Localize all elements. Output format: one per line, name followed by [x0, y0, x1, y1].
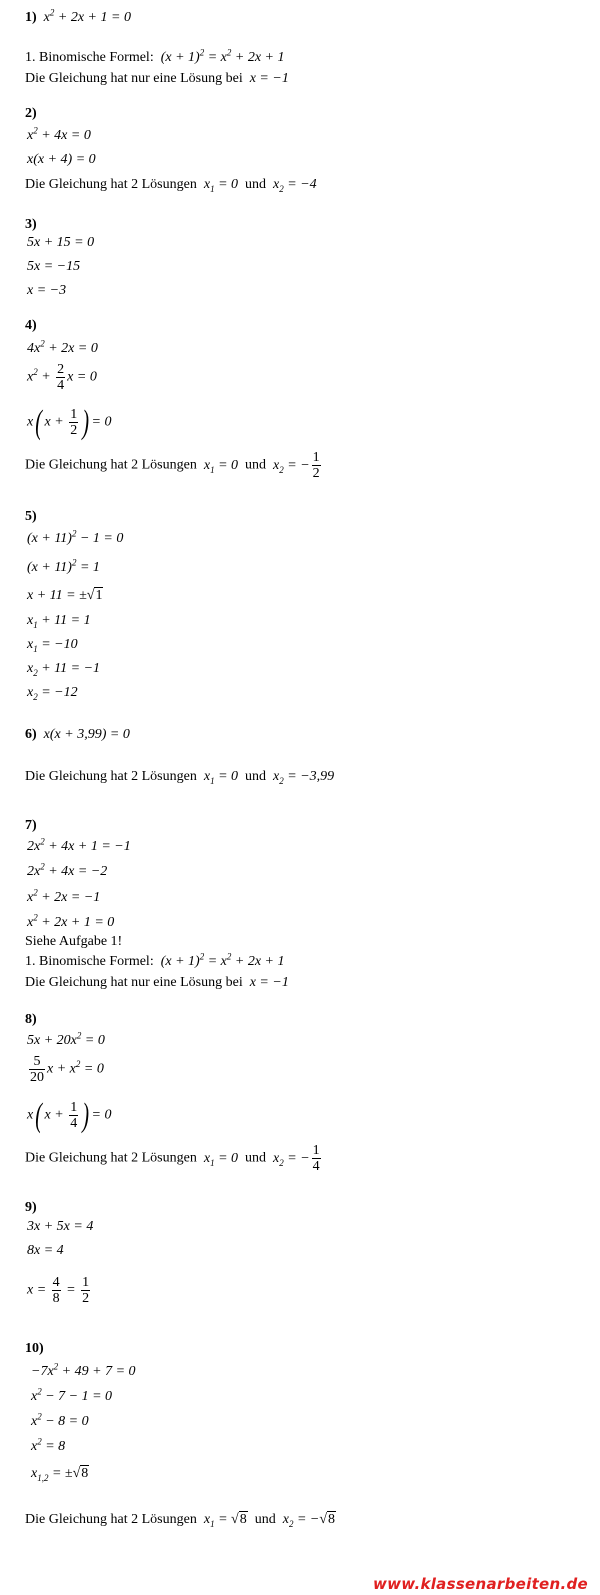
task-8-line: x( x + $\frac{1}{4}$ ) = 0 [27, 1096, 112, 1134]
task-3-line: 5x + 15 = 0 [27, 235, 95, 250]
task-8-answer: Die Gleichung hat 2 Lösungen $x_1 = 0$ und $x_2$ = − $\frac{1}{4}$ [25, 1143, 320, 1174]
task-7-line: $2x^2 + 4x = -2$ [27, 861, 108, 879]
task-3-heading: 3) [25, 217, 37, 232]
task-6-heading: 6) x(x + 3,99) = 0 [25, 727, 130, 742]
task-9-heading: 9) [25, 1200, 37, 1215]
site-watermark: www.klassenarbeiten.de [372, 1575, 588, 1593]
task-10-line: $x^2 - 7 - 1 = 0$ [31, 1386, 113, 1404]
task-3-line: x = −3 [27, 283, 67, 298]
task-10-line: $x_{1,2} = \pm√8$ [31, 1466, 89, 1483]
task-7-line: $x^2 + 2x = -1$ [27, 887, 101, 905]
task-7-note: Siehe Aufgabe 1! [25, 934, 123, 949]
task-5-line: $(x + 11)^2 - 1 = 0$ [27, 528, 124, 546]
task-5-line: $x_2 + 11 = -1$ [27, 661, 101, 678]
task-6-answer: Die Gleichung hat 2 Lösungen $x_1 = 0$ und $x_2 = -3,99$ [25, 769, 335, 786]
task-7-heading: 7) [25, 818, 37, 833]
task-5-heading: 5) [25, 509, 37, 524]
task-1-heading: 1) $x^2 + 2x + 1 = 0$ [25, 7, 131, 25]
task-7-answer: Die Gleichung hat nur eine Lösung bei x = −1 [25, 975, 289, 990]
task-2-heading: 2) [25, 106, 37, 121]
task-4-answer: Die Gleichung hat 2 Lösungen $x_1 = 0$ und $x_2$ = − $\frac{1}{2}$ [25, 450, 320, 481]
task-3-line: 5x = −15 [27, 259, 81, 274]
task-4-line: x( x + $\frac{1}{2}$ ) = 0 [27, 403, 112, 441]
task-10-line: $x^2 - 8 = 0$ [31, 1411, 89, 1429]
task-7-line: 1. Binomische Formel: $(x + 1)^2 = x^2 + 2x + 1$ [25, 951, 285, 969]
task-4-line: $4x^2 + 2x = 0$ [27, 338, 98, 356]
task-2-line: x(x + 4) = 0 [27, 152, 96, 167]
task-7-line: $2x^2 + 4x + 1 = -1$ [27, 836, 131, 854]
task-5-line: x + 11 = ±√1 [27, 588, 103, 603]
task-9-line: 8x = 4 [27, 1243, 64, 1258]
task-4-line: $x^2$ + $\frac{2}{4}$ x = 0 [27, 362, 97, 393]
task-8-line: $5x + 20x^2 = 0$ [27, 1030, 105, 1048]
task-1-answer: Die Gleichung hat nur eine Lösung bei x = −1 [25, 71, 289, 86]
task-5-line: $x_1 + 11 = 1$ [27, 613, 91, 630]
task-9-line: 3x + 5x = 4 [27, 1219, 94, 1234]
task-5-line: $x_1 = -10$ [27, 637, 78, 654]
task-7-line: $x^2 + 2x + 1 = 0$ [27, 912, 115, 930]
task-2-line: $x^2 + 4x = 0$ [27, 125, 91, 143]
task-10-line: $-7x^2 + 49 + 7 = 0$ [31, 1361, 136, 1379]
task-1-line: 1. Binomische Formel: $(x + 1)^2 = x^2 + 2x + 1$ [25, 47, 285, 65]
task-2-answer: Die Gleichung hat 2 Lösungen $x_1 = 0$ und $x_2 = -4$ [25, 177, 317, 194]
task-8-heading: 8) [25, 1012, 37, 1027]
task-5-line: $(x + 11)^2 = 1$ [27, 557, 100, 575]
task-10-heading: 10) [25, 1341, 44, 1356]
task-9-line: x = $\frac{4}{8}$ = $\frac{1}{2}$ [27, 1275, 90, 1306]
task-5-line: $x_2 = -12$ [27, 685, 78, 702]
task-8-line: $\frac{5}{20}$ $x + x^2 = 0$ [30, 1054, 104, 1085]
task-10-answer: Die Gleichung hat 2 Lösungen $x_1 = √8$ und $x_2 = -√8$ [25, 1512, 336, 1529]
task-10-line: $x^2 = 8$ [31, 1436, 66, 1454]
task-4-heading: 4) [25, 318, 37, 333]
